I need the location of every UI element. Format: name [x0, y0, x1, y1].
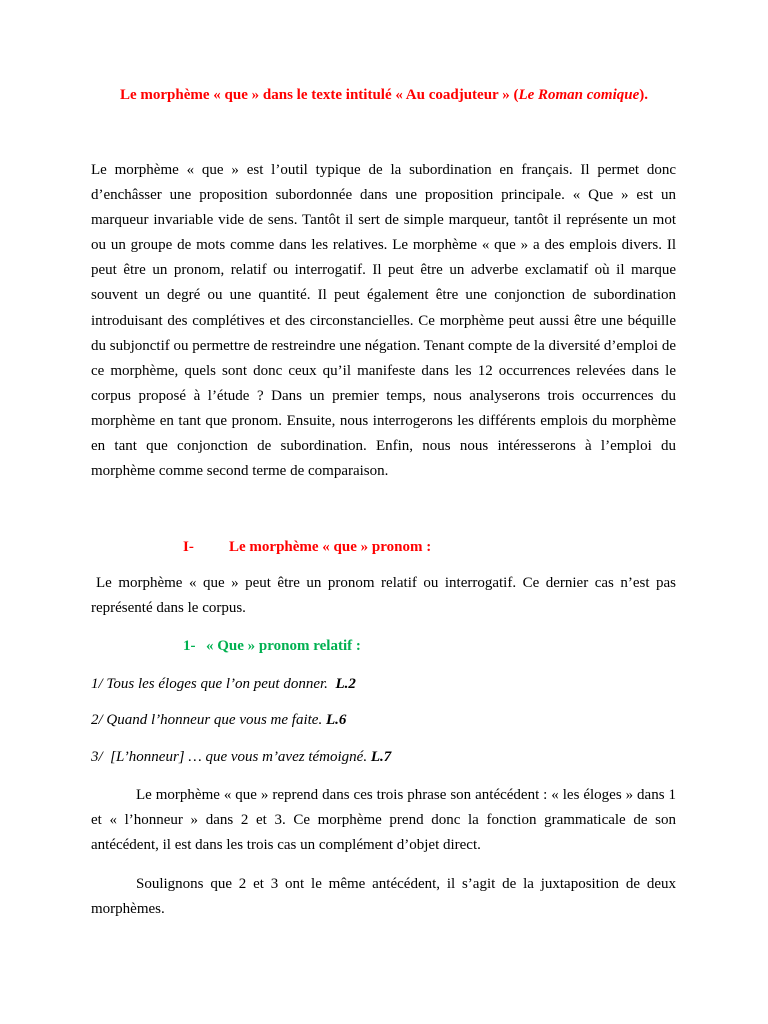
intro-paragraph: Le morphème « que » est l’outil typique de la subordination en français. Il permet donc d’enchâsser une proposition subordonnée dans une proposition principale. « Que » est un marqueur invariable vide de sens. Tantôt il sert de simple marqueur, tantôt il représente un mot ou un groupe de mots comme dans les relatives. Le morphème « que » a des emplois divers. Il peut être un pronom, relatif ou interrogatif. Il peut être un adverbe exclamatif où il marque souvent un degré ou une quantité. Il peut également être une conjonction de subordination introduisant des complétives et des circonstancielles. Ce morphème peut aussi être une béquille du subjonctif ou permettre de restreindre une négation. Tenant compte de la diversité d’emploi de ce morphème, quels sont donc ceux qu’il manifeste dans les 12 occurrences relevées dans le corpus proposé à l’étude ? Dans un premier temps, nous analyserons trois occurrences du morphème en tant que pronom. Ensuite, nous interrogerons les différents emplois du morphème en tant que conjonction de subordination. Enfin, nous nous intéresserons à l’emploi du morphème comme second terme de comparaison.: [91, 162, 676, 480]
document-title: [0, 83, 768, 108]
section-title: Le morphème « que » pronom :: [229, 539, 432, 555]
example-reference: L.7: [370, 749, 392, 765]
example-text: 3/ [L’honneur] … que vous m’avez témoigné.: [91, 749, 368, 765]
title-text: Le morphème « que » dans le texte intitulé « Au coadjuteur » (: [119, 87, 519, 103]
subsection-heading: [183, 634, 583, 659]
subsection-title: « Que » pronom relatif :: [206, 638, 361, 654]
subsection-number: 1-: [183, 638, 196, 654]
example-line: [91, 672, 676, 697]
example-line: [91, 745, 676, 770]
commentary-paragraph: Le morphème « que » reprend dans ces trois phrase son antécédent : « les éloges » dans 1 et « l’honneur » dans 2 et 3. Ce morphème prend donc la fonction grammaticale de son antécédent, il est dans les trois cas un complément d’objet direct.: [91, 787, 676, 854]
example-text: 1/ Tous les éloges que l’on peut donner.: [91, 676, 332, 692]
example-line: [91, 708, 676, 733]
title-end: ).: [639, 87, 649, 103]
example-reference: L.6: [325, 712, 347, 728]
section-number: I-: [183, 539, 194, 555]
example-reference: L.2: [335, 676, 356, 692]
example-text: 2/ Quand l’honneur que vous me faite.: [91, 712, 323, 728]
commentary-paragraph: Soulignons que 2 et 3 ont le même antécédent, il s’agit de la juxtaposition de deux morphèmes.: [91, 876, 676, 918]
section-paragraph: Le morphème « que » peut être un pronom relatif ou interrogatif. Ce dernier cas n’est pas représenté dans le corpus.: [91, 575, 676, 617]
title-work-italic: Le Roman comique: [518, 87, 640, 103]
section-heading: [183, 535, 583, 560]
